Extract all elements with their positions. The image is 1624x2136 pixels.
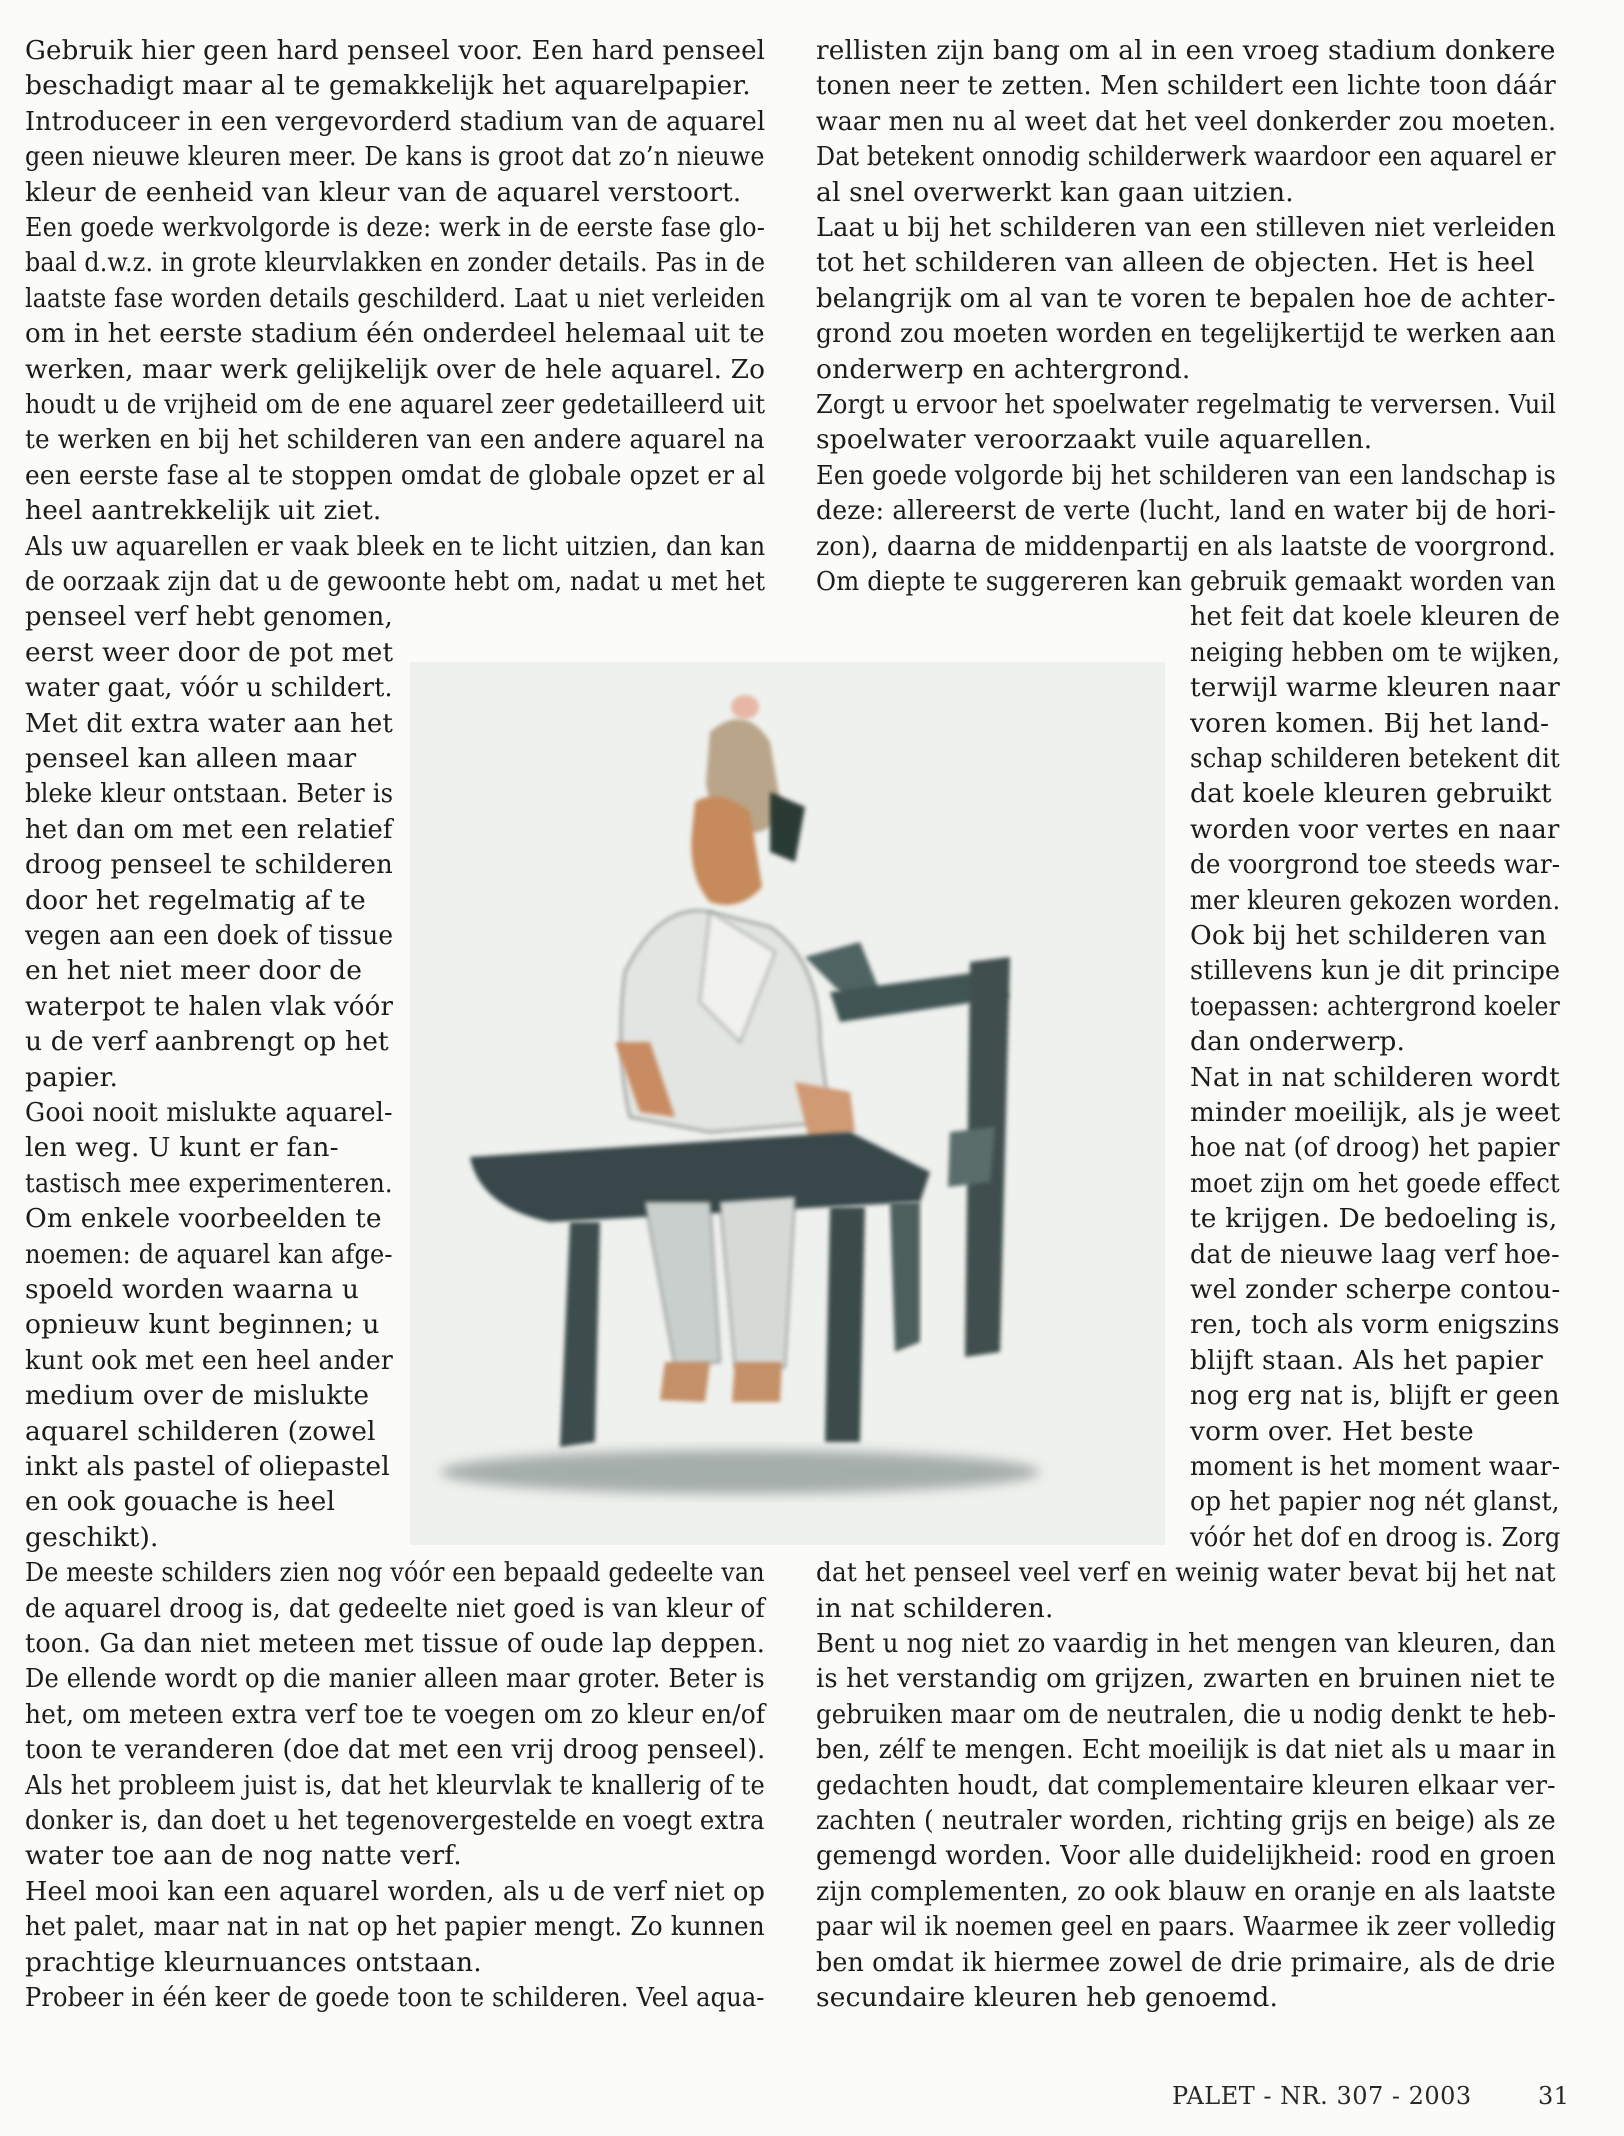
- text-line: dat het penseel veel verf en weinig water bevat bij het nat: [816, 1557, 1556, 1589]
- text-line: waar men nu al weet dat het veel donkerder zou moeten.: [816, 105, 1557, 137]
- text-line: tot het schilderen van alleen de objecten. Het is heel: [816, 247, 1535, 279]
- text-line: kunt ook met een heel ander: [25, 1344, 393, 1376]
- text-line: moet zijn om het goede effect: [1190, 1167, 1560, 1199]
- text-line: werken, maar werk gelijkelijk over de hele aquarel. Zo: [25, 353, 766, 385]
- text-line: gemengd worden. Voor alle duidelijkheid: rood en groen: [816, 1840, 1556, 1872]
- text-line: de aquarel droog is, dat gedeelte niet goed is van kleur of: [25, 1592, 765, 1624]
- text-line: water toe aan de nog natte verf.: [25, 1840, 462, 1872]
- text-line: medium over de mislukte: [25, 1380, 370, 1412]
- text-line: in nat schilderen.: [816, 1592, 1054, 1624]
- text-line: len weg. U kunt er fan-: [25, 1132, 339, 1164]
- text-line: spoelwater veroorzaakt vuile aquarellen.: [816, 424, 1373, 456]
- text-line: ben omdat ik hiermee zowel de drie primaire, als de drie: [816, 1946, 1556, 1978]
- text-line: toon. Ga dan niet meteen met tissue of oude lap deppen.: [25, 1628, 766, 1659]
- text-line: Laat u bij het schilderen van een stilleven niet verleiden: [816, 212, 1556, 243]
- text-line: al snel overwerkt kan gaan uitzien.: [816, 176, 1294, 208]
- text-line: penseel verf hebt genomen,: [25, 601, 393, 633]
- text-line: Introduceer in een vergevorderd stadium van de aquarel: [25, 105, 766, 137]
- text-line: vóór het dof en droog is. Zorg: [1190, 1521, 1561, 1553]
- text-line: prachtige kleurnuances ontstaan.: [25, 1946, 482, 1978]
- text-line: u de verf aanbrengt op het: [25, 1026, 389, 1058]
- text-line: tonen neer te zetten. Men schildert een lichte toon dáár: [816, 70, 1556, 102]
- text-line: de voorgrond toe steeds war-: [1190, 849, 1561, 881]
- text-line: eerst weer door de pot met: [25, 636, 394, 668]
- text-line: grond zou moeten worden en tegelijkertijd te werken aan: [816, 318, 1556, 350]
- text-line: heel aantrekkelijk uit ziet.: [25, 495, 382, 527]
- text-line: Nat in nat schilderen wordt: [1190, 1061, 1560, 1093]
- text-line: dat de nieuwe laag verf hoe-: [1190, 1238, 1560, 1270]
- text-line: Ook bij het schilderen van: [1190, 920, 1547, 951]
- text-line: Een goede werkvolgorde is deze: werk in de eerste fase glo-: [25, 212, 765, 243]
- text-line: spoeld worden waarna u: [25, 1274, 360, 1305]
- text-line: neiging hebben om te wijken,: [1190, 636, 1561, 668]
- text-line: beschadigt maar al te gemakkelijk het aquarelpapier.: [25, 70, 751, 102]
- text-line: rellisten zijn bang om al in een vroeg stadium donkere: [816, 35, 1556, 66]
- text-line: zon), daarna de middenpartij en als laatste de voorgrond.: [816, 530, 1556, 562]
- text-line: moment is het moment waar-: [1190, 1451, 1561, 1482]
- text-line: worden voor vertes en naar: [1190, 813, 1560, 845]
- text-line: papier.: [25, 1061, 119, 1093]
- text-line: het palet, maar nat in nat op het papier mengt. Zo kunnen: [25, 1911, 765, 1943]
- text-line: ren, toch als vorm enigszins: [1190, 1309, 1560, 1341]
- text-line: geschikt).: [25, 1521, 159, 1553]
- text-line: het feit dat koele kleuren de: [1190, 601, 1561, 633]
- text-line: dan onderwerp.: [1190, 1026, 1406, 1058]
- watercolor-illustration: [410, 662, 1165, 1545]
- text-line: nog erg nat is, blijft er geen: [1190, 1380, 1560, 1412]
- text-line: water gaat, vóór u schildert.: [25, 672, 393, 704]
- text-line: laatste fase worden details geschilderd. Laat u niet verleiden: [25, 282, 766, 314]
- text-line: door het regelmatig af te: [25, 884, 366, 916]
- text-line: voren komen. Bij het land-: [1190, 707, 1550, 739]
- text-line: opnieuw kunt beginnen; u: [25, 1309, 380, 1341]
- text-line: Als het probleem juist is, dat het kleurvlak te knallerig of te: [25, 1769, 765, 1801]
- text-line: om in het eerste stadium één onderdeel helemaal uit te: [25, 318, 765, 350]
- text-line: tastisch mee experimenteren.: [25, 1167, 393, 1199]
- text-line: De meeste schilders zien nog vóór een bepaald gedeelte van: [25, 1557, 765, 1589]
- text-line: en ook gouache is heel: [25, 1486, 336, 1518]
- text-line: Bent u nog niet zo vaardig in het mengen van kleuren, dan: [816, 1628, 1556, 1659]
- text-line: Om diepte te suggereren kan gebruik gemaakt worden van: [816, 566, 1556, 597]
- text-line: zachten ( neutraler worden, richting grijs en beige) als ze: [816, 1805, 1556, 1836]
- text-line: blijft staan. Als het papier: [1190, 1344, 1543, 1376]
- text-line: De ellende wordt op die manier alleen maar groter. Beter is: [25, 1663, 765, 1695]
- text-line: zijn complementen, zo ook blauw en oranje en als laatste: [816, 1875, 1556, 1907]
- text-line: aquarel schilderen (zowel: [25, 1415, 376, 1447]
- text-line: Dat betekent onnodig schilderwerk waardoor een aquarel er: [816, 141, 1556, 173]
- text-line: bleke kleur ontstaan. Beter is: [25, 778, 394, 810]
- magazine-issue: PALET - NR. 307 - 2003: [1172, 2082, 1472, 2110]
- text-line: hoe nat (of droog) het papier: [1190, 1132, 1560, 1164]
- text-line: kleur de eenheid van kleur van de aquarel verstoort.: [25, 176, 742, 208]
- text-line: Een goede volgorde bij het schilderen van een landschap is: [816, 459, 1556, 491]
- text-line: geen nieuwe kleuren meer. De kans is groot dat zo’n nieuwe: [25, 141, 765, 173]
- text-line: de oorzaak zijn dat u de gewoonte hebt om, nadat u met het: [25, 566, 766, 597]
- text-line: houdt u de vrijheid om de ene aquarel zeer gedetailleerd uit: [25, 389, 766, 420]
- text-line: Zorgt u ervoor het spoelwater regelmatig te verversen. Vuil: [816, 389, 1557, 420]
- text-line: is het verstandig om grijzen, zwarten en bruinen niet te: [816, 1663, 1556, 1695]
- text-line: secundaire kleuren heb genoemd.: [816, 1982, 1279, 2013]
- text-line: Gebruik hier geen hard penseel voor. Een hard penseel: [25, 35, 766, 66]
- text-line: onderwerp en achtergrond.: [816, 353, 1191, 385]
- text-line: wel zonder scherpe contou-: [1190, 1274, 1561, 1305]
- text-line: ben, zélf te mengen. Echt moeilijk is dat niet als u maar in: [816, 1734, 1557, 1766]
- text-line: Om enkele voorbeelden te: [25, 1203, 382, 1235]
- text-line: baal d.w.z. in grote kleurvlakken en zonder details. Pas in de: [25, 247, 766, 279]
- text-line: gedachten houdt, dat complementaire kleuren elkaar ver-: [816, 1769, 1556, 1801]
- text-line: donker is, dan doet u het tegenovergestelde en voegt extra: [25, 1805, 765, 1836]
- text-line: het, om meteen extra verf toe te voegen om zo kleur en/of: [25, 1698, 766, 1730]
- text-line: te krijgen. De bedoeling is,: [1190, 1203, 1558, 1235]
- text-line: Als uw aquarellen er vaak bleek en te licht uitzien, dan kan: [25, 530, 766, 562]
- text-line: penseel kan alleen maar: [25, 743, 357, 774]
- text-line: vegen aan een doek of tissue: [25, 920, 394, 951]
- text-line: Probeer in één keer de goede toon te schilderen. Veel aqua-: [25, 1982, 765, 2013]
- text-line: Heel mooi kan een aquarel worden, als u de verf niet op: [25, 1875, 766, 1907]
- text-line: vorm over. Het beste: [1190, 1415, 1474, 1447]
- text-line: noemen: de aquarel kan afge-: [25, 1238, 393, 1270]
- text-line: waterpot te halen vlak vóór: [25, 990, 394, 1022]
- text-line: gebruiken maar om de neutralen, die u nodig denkt te heb-: [816, 1698, 1557, 1730]
- text-line: het dan om met een relatief: [25, 813, 393, 845]
- text-line: schap schilderen betekent dit: [1190, 743, 1560, 774]
- text-line: mer kleuren gekozen worden.: [1190, 884, 1561, 916]
- text-line: en het niet meer door de: [25, 955, 363, 987]
- text-line: terwijl warme kleuren naar: [1190, 672, 1561, 704]
- text-line: toon te veranderen (doe dat met een vrij droog penseel).: [25, 1734, 766, 1766]
- text-line: te werken en bij het schilderen van een andere aquarel na: [25, 424, 765, 456]
- text-line: droog penseel te schilderen: [25, 849, 393, 881]
- text-line: Gooi nooit mislukte aquarel-: [25, 1097, 393, 1128]
- text-line: Met dit extra water aan het: [25, 707, 394, 739]
- text-line: deze: allereerst de verte (lucht, land en water bij de hori-: [816, 495, 1556, 527]
- text-line: toepassen: achtergrond koeler: [1190, 990, 1560, 1022]
- text-line: stillevens kun je dit principe: [1190, 955, 1561, 987]
- text-line: paar wil ik noemen geel en paars. Waarmee ik zeer volledig: [816, 1911, 1556, 1943]
- text-line: een eerste fase al te stoppen omdat de globale opzet er al: [25, 459, 766, 491]
- text-line: belangrijk om al van te voren te bepalen hoe de achter-: [816, 282, 1556, 314]
- text-line: inkt als pastel of oliepastel: [25, 1451, 390, 1482]
- page-footer: [1172, 2081, 1472, 2111]
- text-line: dat koele kleuren gebruikt: [1190, 778, 1552, 810]
- page-number: 31: [1538, 2082, 1570, 2110]
- text-line: minder moeilijk, als je weet: [1190, 1097, 1561, 1128]
- text-line: op het papier nog nét glanst,: [1190, 1486, 1560, 1518]
